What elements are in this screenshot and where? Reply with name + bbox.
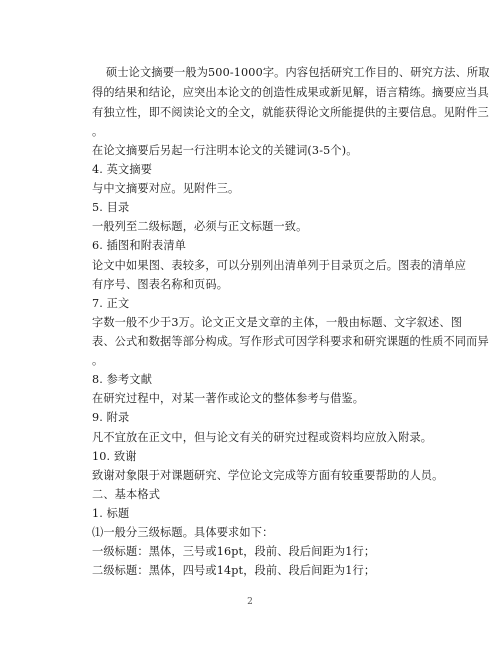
text-line: 凡不宜放在正文中，但与论文有关的研究过程或资料均应放入附录。 [92, 431, 433, 444]
section-heading: 二、基本格式 [92, 488, 161, 501]
section-heading: 10. 致谢 [92, 450, 137, 463]
text-line: 在论文摘要后另起一行注明本论文的关键词(3-5个)。 [92, 144, 358, 157]
text-line: 字数一般不少于3万。论文正文是文章的主体，一般由标题、文字叙述、图 [92, 316, 463, 329]
text-line: ⑴一般分三级标题。具体要求如下： [92, 526, 274, 539]
text-line: 与中文摘要对应。见附件三。 [92, 182, 240, 195]
section-heading: 5. 目录 [92, 201, 130, 214]
text-line: 一级标题：黑体，三号或16pt，段前、段后间距为1行； [92, 545, 376, 558]
text-line: 二级标题：黑体，四号或14pt，段前、段后间距为1行； [92, 564, 376, 577]
text-line: 。 [92, 125, 104, 138]
section-heading: 7. 正文 [92, 297, 130, 310]
section-heading: 8. 参考文献 [92, 373, 153, 386]
text-line: 在研究过程中，对某一著作或论文的整体参考与借鉴。 [92, 392, 365, 405]
text-line: 论文中如果图、表较多，可以分别列出清单列于目录页之后。图表的清单应 [92, 259, 467, 272]
section-heading: 1. 标题 [92, 507, 130, 520]
section-heading: 6. 插图和附表清单 [92, 239, 187, 252]
text-line: 得的结果和结论，应突出本论文的创造性成果或新见解，语言精练。摘要应当具 [92, 86, 489, 99]
section-heading: 4. 英文摘要 [92, 163, 153, 176]
text-line: 有独立性，即不阅读论文的全文，就能获得论文所能提供的主要信息。见附件三 [92, 106, 489, 119]
text-line: 硕士论文摘要一般为500-1000字。内容包括研究工作目的、研究方法、所取 [106, 66, 490, 79]
text-line: 。 [92, 354, 104, 367]
page-number: 2 [247, 597, 253, 607]
text-line: 致谢对象限于对课题研究、学位论文完成等方面有较重要帮助的人员。 [92, 469, 444, 482]
text-line: 表、公式和数据等部分构成。写作形式可因学科要求和研究课题的性质不同而异 [92, 335, 489, 348]
text-line: 有序号、图表名称和页码。 [92, 278, 229, 291]
section-heading: 9. 附录 [92, 411, 130, 424]
text-line: 一般列至二级标题，必须与正文标题一致。 [92, 220, 308, 233]
